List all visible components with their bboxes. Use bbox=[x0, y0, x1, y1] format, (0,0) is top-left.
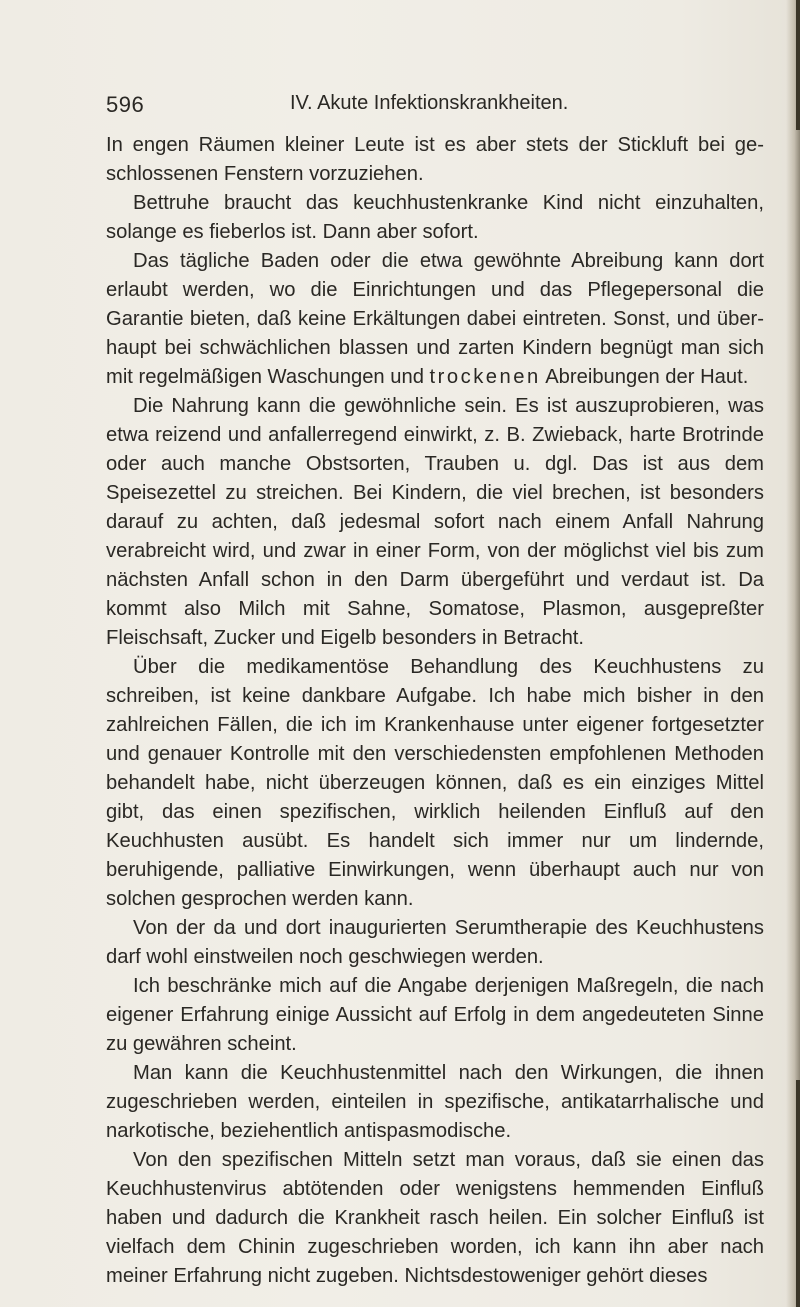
paragraph-7: Ich beschränke mich auf die Angabe derjenigen Maßregeln, die nach eigener Erfahrung einige Aussicht auf Erfolg in dem angedeuteten Sinne zu gewähren scheint. bbox=[106, 975, 764, 1055]
page-header bbox=[106, 92, 766, 124]
page-number: 596 bbox=[106, 92, 145, 117]
paragraph-9: Von den spezifischen Mitteln setzt man voraus, daß sie einen das Keuchhustenvirus abtötenden oder wenigstens hemmenden Einfluß haben und dadurch die Krankheit rasch heilen. Ein solcher Einfluß ist vielfach dem Chinin zugeschrieben worden, ich kann ihn aber nach meiner Erfahrung nicht zugeben. Nichtsdestoweniger gehört dieses bbox=[106, 1149, 764, 1287]
emphasized-word: trockenen bbox=[429, 366, 541, 388]
paragraph-8: Man kann die Keuchhustenmittel nach den Wirkungen, die ihnen zugeschrieben werden, einteilen in spezifische, antikatarrhalische und narkotische, beziehentlich antispasmodische. bbox=[106, 1062, 764, 1142]
paragraph-6: Von der da und dort inaugurierten Serumtherapie des Keuchhustens darf wohl einstweilen noch geschwiegen werden. bbox=[106, 917, 764, 968]
paragraph-2: Bettruhe braucht das keuchhustenkranke Kind nicht einzuhalten, solange es fieberlos ist. Dann aber sofort. bbox=[106, 192, 764, 243]
running-title: IV. Akute Infektionskrankheiten. bbox=[290, 92, 569, 114]
page-edge-dark-top bbox=[796, 0, 800, 130]
paragraph-3-start: Das tägliche Baden oder die etwa gewöhnte Abreibung kann dort erlaubt werden, wo die Einrichtungen und das Pflegepersonal die Garantie bieten, daß keine Erkältungen dabei eintreten. Sonst, und überhaupt bei schwächlichen blassen und zarten Kindern begnügt man sich mit regelmäßigen Waschungen und bbox=[106, 250, 764, 388]
body-text bbox=[106, 131, 764, 1291]
paragraph-4: Die Nahrung kann die gewöhnliche sein. Es ist auszuprobieren, was etwa reizend und anfallerregend einwirkt, z. B. Zwieback, harte Brotrinde oder auch manche Obstsorten, Trauben u. dgl. Das ist aus dem Speisezettel zu streichen. Bei Kindern, die viel brechen, ist besonders darauf zu achten, daß jedesmal sofort nach einem Anfall Nahrung verabreicht wird, und zwar in einer Form, von der möglichst viel bis zum nächsten Anfall schon in den Darm übergeführt und verdaut ist. Da kommt also Milch mit Sahne, Somatose, Plasmon, ausgepreßter Fleischsaft, Zucker und Eigelb besonders in Betracht. bbox=[106, 395, 764, 649]
paragraph-3 bbox=[106, 247, 764, 392]
paragraph-3-end: Abreibungen der Haut. bbox=[540, 366, 749, 388]
paragraph-5: Über die medikamentöse Behandlung des Keuchhustens zu schreiben, ist keine dankbare Aufgabe. Ich habe mich bisher in den zahlreichen Fällen, die ich im Krankenhause unter eigener fortgesetzter und genauer Kontrolle mit den verschiedensten empfohlenen Methoden behandelt habe, nicht überzeugen können, daß es ein einziges Mittel gibt, das einen spezifischen, wirklich heilenden Einfluß auf den Keuchhusten ausübt. Es handelt sich immer nur um lindernde, beruhigende, palliative Einwirkungen, wenn überhaupt auch nur von solchen gesprochen werden kann. bbox=[106, 656, 764, 910]
paragraph-1: In engen Räumen kleiner Leute ist es aber stets der Stickluft bei geschlossenen Fenstern vorzuziehen. bbox=[106, 134, 764, 185]
page-edge-dark-bottom bbox=[796, 1080, 800, 1307]
